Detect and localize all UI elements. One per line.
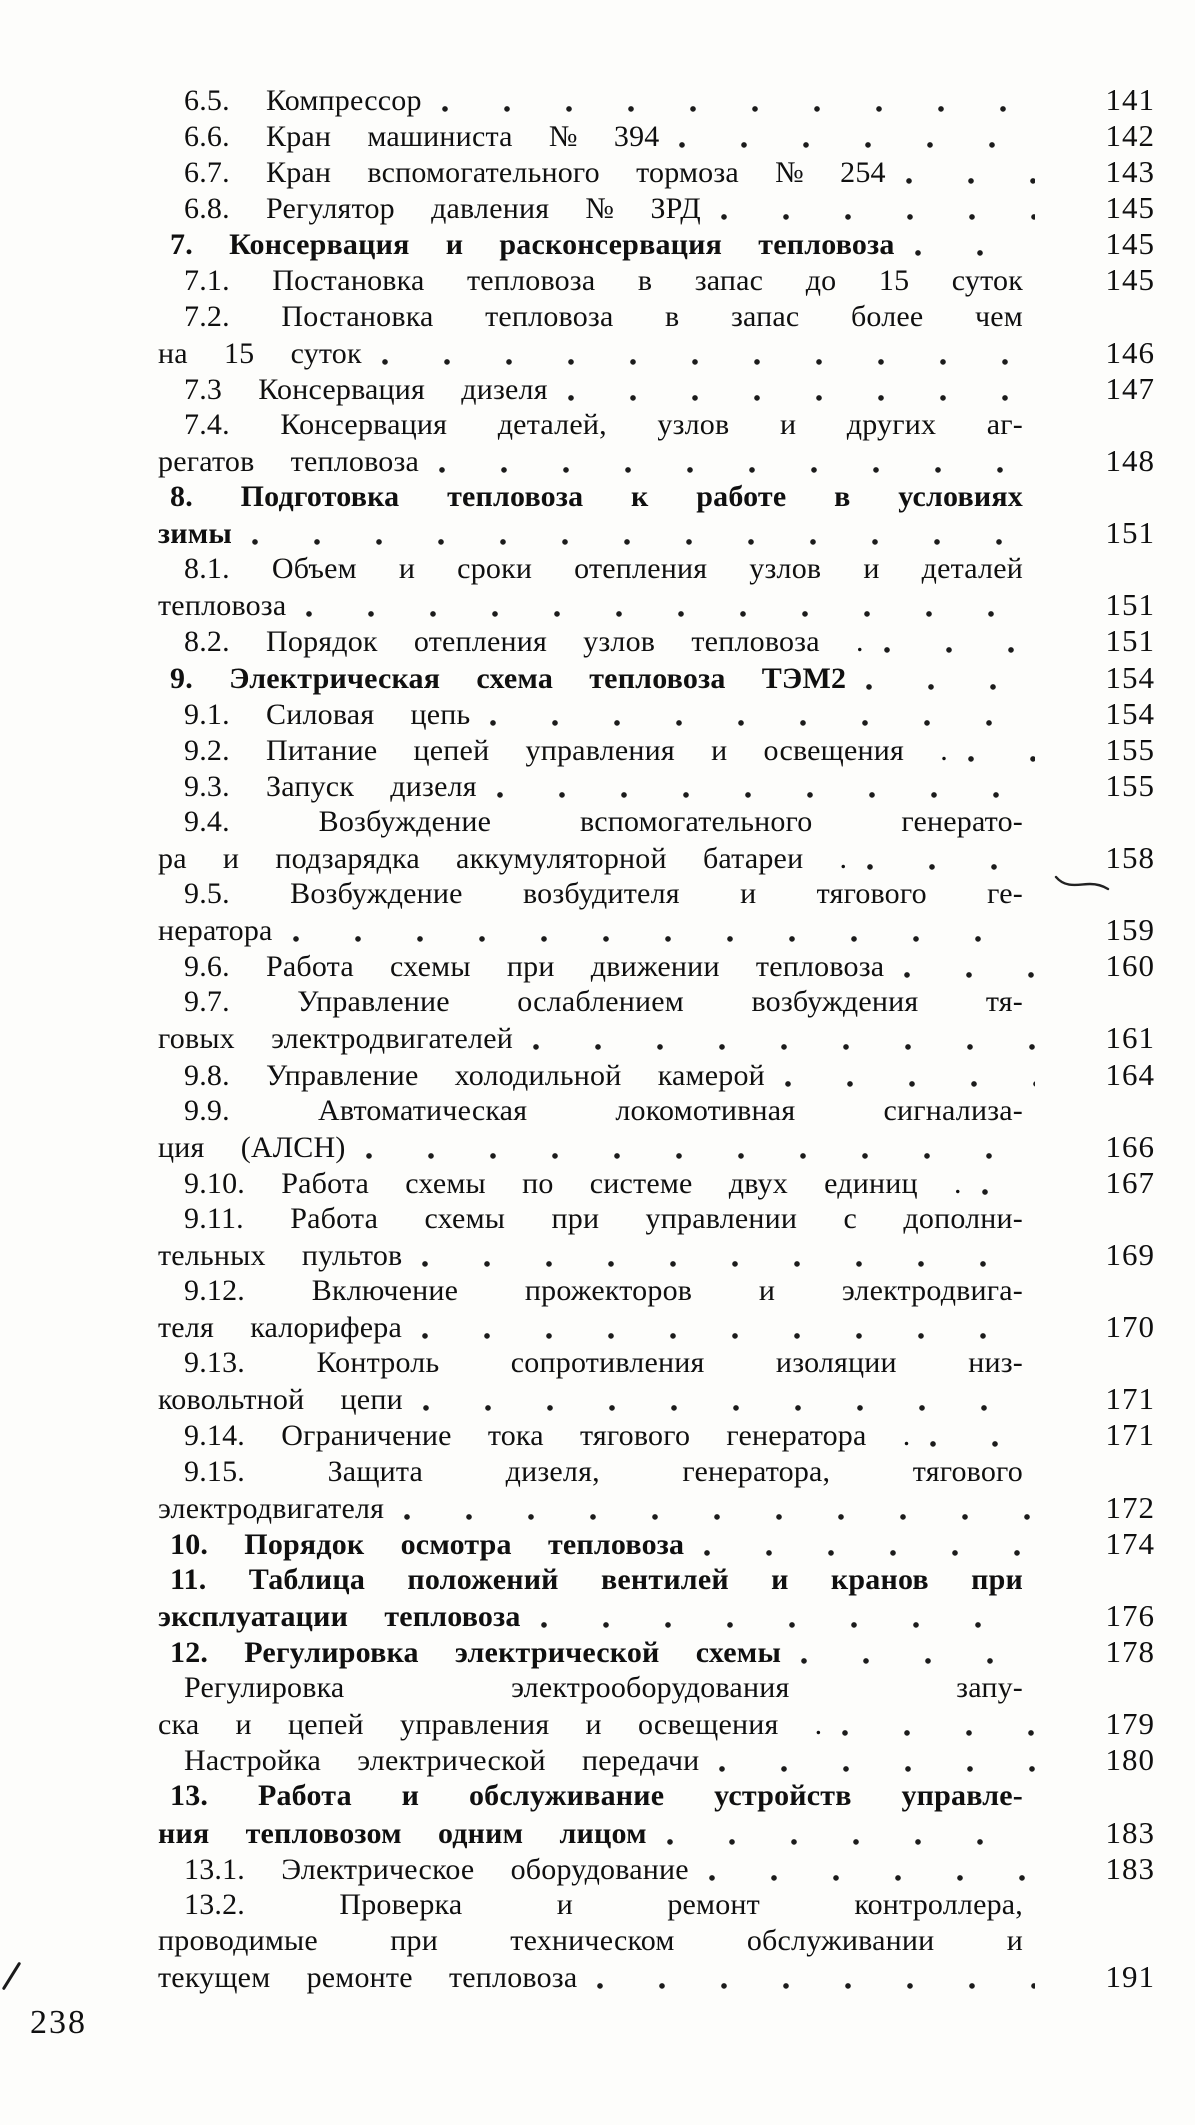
- dot-leader: [904, 154, 1035, 190]
- toc-page-number: 146: [1105, 334, 1155, 370]
- toc-row: [158, 479, 1155, 515]
- toc-row: [158, 515, 1155, 551]
- toc-row: [158, 407, 1155, 443]
- toc-entry-text: 9.12. Включение прожекторов и электродвига-: [184, 1274, 1023, 1308]
- toc-row: [158, 1778, 1155, 1814]
- toc-entry-text: теля калорифера: [158, 1311, 402, 1345]
- toc-entry-text: эксплуатации тепловоза: [158, 1599, 521, 1633]
- toc-row: [158, 1526, 1155, 1562]
- toc-page-number: 145: [1105, 190, 1155, 226]
- toc-row: [158, 1562, 1155, 1598]
- toc-row: [158, 1345, 1155, 1381]
- toc-entry-text: ция (АЛСН): [158, 1130, 346, 1164]
- toc-entry-text: 8. Подготовка тепловоза к работе в условиях: [170, 480, 1023, 514]
- toc-page-number: 172: [1105, 1489, 1155, 1525]
- toc-page-number: 141: [1105, 82, 1155, 117]
- dot-leader: [966, 732, 1035, 768]
- toc-entry-text: 7.2. Постановка тепловоза в запас более чем: [184, 299, 1023, 333]
- toc-entry-text: 8.2. Порядок отепления узлов тепловоза .: [184, 625, 864, 659]
- toc-row: [158, 1851, 1155, 1887]
- toc-row: [158, 948, 1155, 984]
- dot-leader: [717, 1742, 1035, 1778]
- toc-entry-text: 8.1. Объем и сроки отепления узлов и деталей: [184, 552, 1023, 586]
- toc-entry-text: 9.11. Работа схемы при управлении с дополни-: [184, 1201, 1023, 1235]
- dot-leader: [799, 1634, 1035, 1670]
- dot-leader: [980, 1165, 1035, 1201]
- toc-row: [158, 1020, 1155, 1056]
- toc-page-number: 171: [1105, 1417, 1155, 1453]
- toc-row: [158, 660, 1155, 696]
- toc-entry-text: нератора: [158, 914, 273, 948]
- toc-page-number: 180: [1105, 1742, 1155, 1778]
- dot-leader: [665, 1815, 1035, 1851]
- toc-entry-text: 9.2. Питание цепей управления и освещения .: [184, 733, 948, 767]
- toc-page-number: 171: [1105, 1381, 1155, 1417]
- toc-page-number: 164: [1105, 1056, 1155, 1092]
- toc-list: [0, 82, 1195, 1995]
- toc-page-number: 166: [1105, 1128, 1155, 1164]
- toc-page-number: 183: [1105, 1814, 1155, 1850]
- toc-row: [158, 371, 1155, 407]
- toc-row: [158, 1201, 1155, 1237]
- dot-leader: [421, 1381, 1035, 1417]
- dot-leader: [488, 696, 1035, 732]
- toc-page-number: 176: [1105, 1597, 1155, 1633]
- toc-page-number: 154: [1105, 659, 1155, 695]
- dot-leader: [380, 335, 1035, 371]
- toc-row: [158, 1598, 1155, 1634]
- toc-entry-text: 6.8. Регулятор давления № ЗРД: [184, 192, 701, 226]
- toc-entry-text: проводимые при техническом обслуживании и: [158, 1923, 1023, 1957]
- toc-entry-text: Настройка электрической передачи: [184, 1744, 700, 1778]
- toc-row: [158, 984, 1155, 1020]
- toc-entry-text: 13.2. Проверка и ремонт контроллера,: [184, 1887, 1023, 1921]
- toc-page-number: 160: [1105, 948, 1155, 984]
- toc-page-number: 145: [1105, 262, 1155, 298]
- toc-row: [158, 226, 1155, 262]
- toc-row: [158, 1706, 1155, 1742]
- toc-entry-text: 9.8. Управление холодильной камерой: [184, 1058, 765, 1092]
- toc-page-number: 147: [1105, 370, 1155, 406]
- toc-entry-text: 9.5. Возбуждение возбудителя и тягового ге-: [184, 877, 1023, 911]
- dot-leader: [420, 1237, 1035, 1273]
- dot-leader: [719, 190, 1035, 226]
- toc-row: [158, 1742, 1155, 1778]
- toc-page-number: 148: [1105, 442, 1155, 478]
- toc-entry-text: электродвигателя: [158, 1491, 385, 1525]
- toc-row: [158, 1923, 1155, 1959]
- dot-leader: [250, 515, 1035, 551]
- toc-entry-text: 9.14. Ограничение тока тягового генератора .: [184, 1419, 911, 1453]
- toc-row: [158, 1309, 1155, 1345]
- toc-entry-text: ра и подзарядка аккумуляторной батареи .: [158, 841, 848, 875]
- toc-entry-text: 9. Электрическая схема тепловоза ТЭМ2: [170, 661, 847, 695]
- toc-page-number: 151: [1105, 587, 1155, 623]
- toc-page-number: 191: [1105, 1958, 1155, 1994]
- dot-leader: [702, 1526, 1035, 1562]
- dot-leader: [840, 1706, 1035, 1742]
- dot-leader: [865, 840, 1035, 876]
- dot-leader: [882, 623, 1035, 659]
- toc-row: [158, 623, 1155, 659]
- toc-row: [158, 1237, 1155, 1273]
- page-number-footer: 238: [30, 2004, 87, 2041]
- dot-leader: [902, 948, 1035, 984]
- toc-entry-text: 13. Работа и обслуживание устройств управле-: [170, 1779, 1023, 1813]
- toc-entry-text: 9.13. Контроль сопротивления изоляции низ-: [184, 1346, 1023, 1380]
- toc-row: [158, 262, 1155, 298]
- toc-row: [158, 1165, 1155, 1201]
- dot-leader: [928, 1417, 1035, 1453]
- toc-row: [158, 1815, 1155, 1851]
- toc-entry-text: 9.9. Автоматическая локомотивная сигнализа-: [184, 1093, 1023, 1127]
- toc-page-number: 174: [1105, 1525, 1155, 1561]
- toc-entry-text: тепловоза: [158, 589, 287, 623]
- toc-row: [158, 335, 1155, 371]
- toc-entry-text: 6.7. Кран вспомогательного тормоза № 254: [184, 156, 886, 190]
- toc-row: [158, 696, 1155, 732]
- toc-row: [158, 1634, 1155, 1670]
- toc-entry-text: 9.10. Работа схемы по системе двух единиц .: [184, 1166, 962, 1200]
- toc-row: [158, 1959, 1155, 1995]
- toc-entry-text: тельных пультов: [158, 1239, 403, 1272]
- toc-entry-text: 6.6. Кран машиниста № 394: [184, 120, 660, 154]
- toc-page-number: 178: [1105, 1634, 1155, 1670]
- toc-row: [158, 1129, 1155, 1165]
- dot-leader: [864, 660, 1035, 696]
- toc-entry-text: 7.1. Постановка тепловоза в запас до 15 суток: [184, 264, 1023, 298]
- toc-row: [158, 118, 1155, 154]
- toc-entry-text: ния тепловозом одним лицом: [158, 1816, 647, 1850]
- toc-page-number: 142: [1105, 118, 1155, 154]
- dot-leader: [420, 1309, 1035, 1345]
- dot-leader: [304, 587, 1035, 623]
- toc-entry-text: 9.3. Запуск дизеля: [184, 769, 477, 803]
- toc-entry-text: Регулировка электрооборудования запу-: [184, 1671, 1023, 1705]
- toc-row: [158, 551, 1155, 587]
- stray-curve-mark: [1054, 872, 1110, 896]
- toc-row: [158, 732, 1155, 768]
- toc-row: [158, 1490, 1155, 1526]
- toc-row: [158, 1057, 1155, 1093]
- dot-leader: [495, 768, 1035, 804]
- toc-row: [158, 82, 1155, 118]
- dot-leader: [913, 226, 1035, 262]
- toc-page-number: 161: [1105, 1020, 1155, 1056]
- dot-leader: [566, 371, 1035, 407]
- toc-row: [158, 1670, 1155, 1706]
- toc-entry-text: 12. Регулировка электрической схемы: [170, 1636, 782, 1670]
- toc-page-number: 170: [1105, 1309, 1155, 1345]
- toc-page-number: 143: [1105, 154, 1155, 190]
- dot-leader: [595, 1959, 1035, 1995]
- toc-row: [158, 1417, 1155, 1453]
- toc-entry-text: 9.4. Возбуждение вспомогательного генерато-: [184, 804, 1023, 838]
- toc-page-number: 167: [1105, 1164, 1155, 1200]
- toc-page-number: 145: [1105, 226, 1155, 262]
- toc-entry-text: на 15 суток: [158, 336, 362, 370]
- dot-leader: [291, 912, 1035, 948]
- toc-page-number: 154: [1105, 695, 1155, 731]
- dot-leader: [402, 1490, 1035, 1526]
- toc-entry-text: зимы: [158, 517, 232, 551]
- toc-row: [158, 912, 1155, 948]
- toc-row: [158, 1093, 1155, 1129]
- toc-entry-text: говых электродвигателей: [158, 1022, 513, 1056]
- dot-leader: [783, 1057, 1035, 1093]
- dot-leader: [539, 1598, 1035, 1634]
- toc-page-number: 151: [1105, 623, 1155, 659]
- toc-entry-text: 6.5. Компрессор: [184, 84, 422, 117]
- toc-page-number: 179: [1105, 1706, 1155, 1742]
- toc-row: [158, 299, 1155, 335]
- toc-entry-text: ковольтной цепи: [158, 1383, 403, 1417]
- toc-entry-text: 11. Таблица положений вентилей и кранов при: [170, 1562, 1023, 1596]
- toc-entry-text: 7. Консервация и расконсервация тепловоза: [170, 228, 895, 262]
- toc-row: [158, 768, 1155, 804]
- toc-entry-text: 7.3 Консервация дизеля: [184, 372, 548, 406]
- dot-leader: [437, 443, 1035, 479]
- toc-page-number: 169: [1105, 1237, 1155, 1272]
- toc-entry-text: 9.1. Силовая цепь: [184, 697, 471, 731]
- toc-entry-text: 9.15. Защита дизеля, генератора, тягового: [184, 1454, 1023, 1488]
- toc-page-number: 151: [1105, 515, 1155, 551]
- toc-entry-text: 13.1. Электрическое оборудование: [184, 1852, 689, 1886]
- toc-row: [158, 190, 1155, 226]
- dot-leader: [440, 82, 1035, 118]
- toc-page-number: 159: [1105, 912, 1155, 948]
- toc-entry-text: 9.6. Работа схемы при движении тепловоза: [184, 950, 885, 984]
- toc-row: [158, 1381, 1155, 1417]
- toc-entry-text: 10. Порядок осмотра тепловоза: [170, 1527, 685, 1561]
- toc-entry-text: текущем ремонте тепловоза: [158, 1960, 578, 1994]
- toc-entry-text: ска и цепей управления и освещения .: [158, 1708, 823, 1742]
- toc-entry-text: 7.4. Консервация деталей, узлов и других аг-: [184, 407, 1023, 441]
- toc-row: [158, 804, 1155, 840]
- dot-leader: [364, 1129, 1035, 1165]
- dot-leader: [707, 1851, 1035, 1887]
- toc-row: [158, 840, 1155, 876]
- toc-entry-text: регатов тепловоза: [158, 444, 420, 478]
- dot-leader: [677, 118, 1035, 154]
- toc-page-number: 183: [1105, 1850, 1155, 1886]
- toc-row: [158, 876, 1155, 912]
- toc-row: [158, 1454, 1155, 1490]
- toc-entry-text: 9.7. Управление ослаблением возбуждения тя-: [184, 985, 1023, 1019]
- toc-row: [158, 1273, 1155, 1309]
- toc-row: [158, 1887, 1155, 1923]
- toc-row: [158, 154, 1155, 190]
- toc-row: [158, 587, 1155, 623]
- dot-leader: [531, 1020, 1035, 1056]
- toc-page-number: 155: [1105, 731, 1155, 767]
- toc-row: [158, 443, 1155, 479]
- toc-page-number: 158: [1105, 839, 1155, 875]
- toc-page-number: 155: [1105, 767, 1155, 803]
